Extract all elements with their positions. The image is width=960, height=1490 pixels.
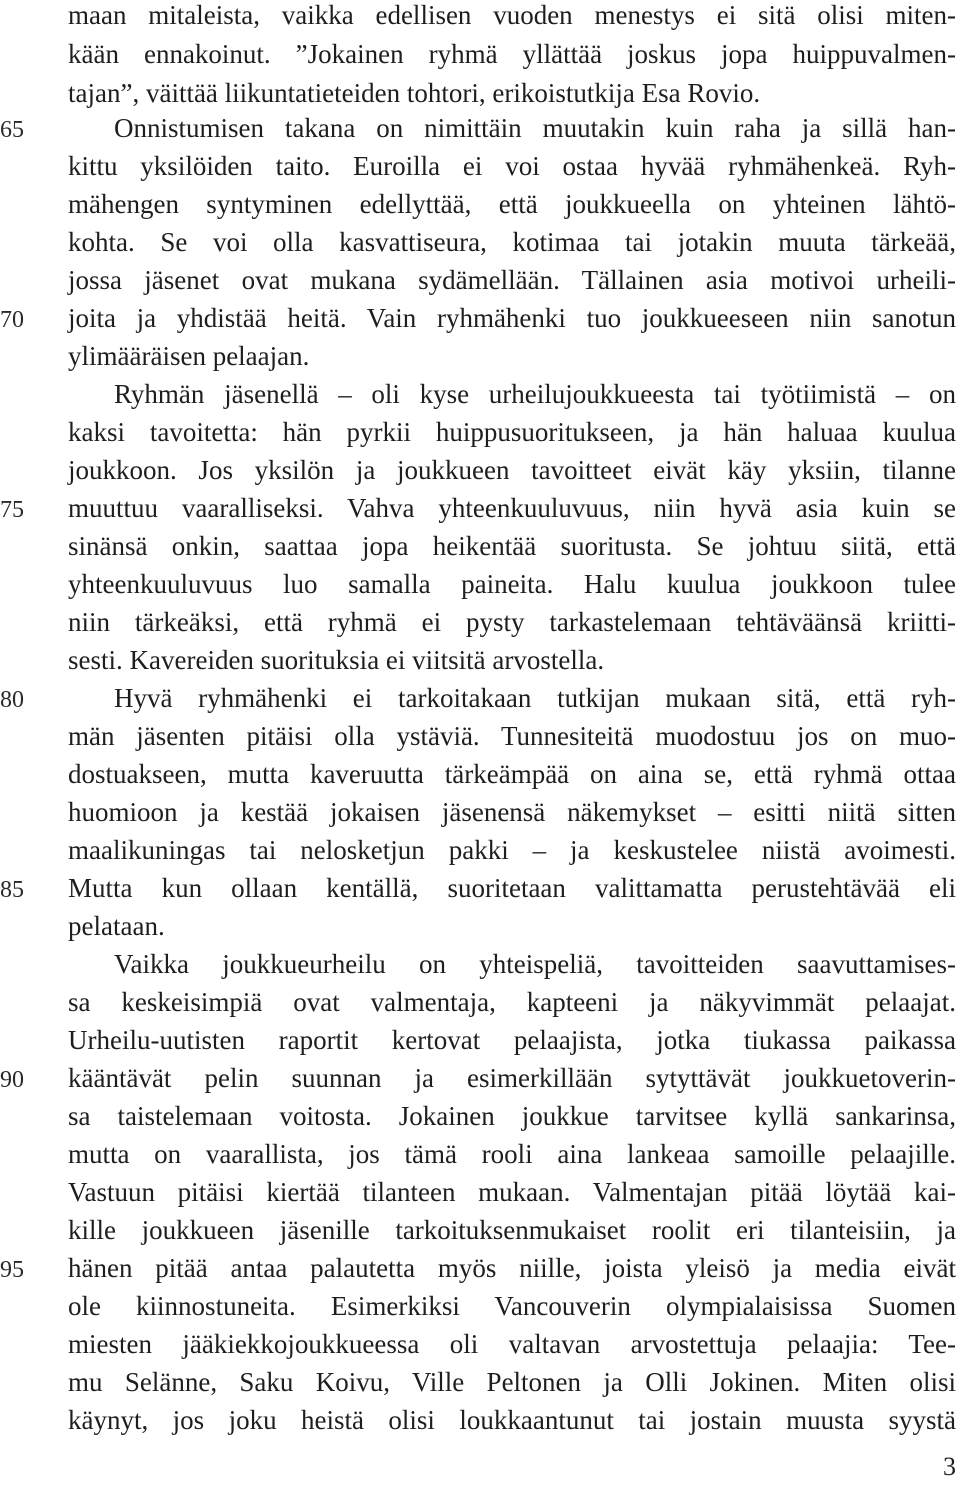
text-line: ylimääräisen pelaajan. <box>68 341 310 371</box>
text-line: sa taistelemaan voitosta. Jokainen joukkue tarvitsee kyllä sankarinsa, <box>68 1101 956 1131</box>
line-number: 80 <box>0 687 24 713</box>
text-line: mu Selänne, Saku Koivu, Ville Peltonen ja Olli Jokinen. Miten olisi <box>68 1367 956 1397</box>
text-line: jossa jäsenet ovat mukana sydämellään. Tällainen asia motivoi urheili- <box>68 265 956 295</box>
text-line: mutta on vaarallista, jos tämä rooli aina lankeaa samoille pelaajille. <box>68 1139 956 1169</box>
text-line: mähengen syntyminen edellyttää, että joukkueella on yhteinen lähtö- <box>68 189 956 219</box>
text-line: Mutta kun ollaan kentällä, suoritetaan valittamatta perustehtävää eli <box>68 873 956 903</box>
text-line: sinänsä onkin, saattaa jopa heikentää suoritusta. Se johtuu siitä, että <box>68 531 956 561</box>
text-line: yhteenkuuluvuus luo samalla paineita. Halu kuulua joukkoon tulee <box>68 569 956 599</box>
text-line: Hyvä ryhmähenki ei tarkoitakaan tutkijan mukaan sitä, että ryh- <box>114 683 956 713</box>
text-line: Ryhmän jäsenellä – oli kyse urheilujoukkueesta tai työtiimistä – on <box>114 379 956 409</box>
line-number: 75 <box>0 497 24 523</box>
text-line: kääntävät pelin suunnan ja esimerkillään sytyttävät joukkuetoverin- <box>68 1063 956 1093</box>
text-line: kään ennakoinut. ”Jokainen ryhmä yllättää joskus jopa huippuvalmen- <box>68 39 956 69</box>
text-line: kittu yksilöiden taito. Euroilla ei voi ostaa hyvää ryhmähenkeä. Ryh- <box>68 151 956 181</box>
text-line: Onnistumisen takana on nimittäin muutakin kuin raha ja sillä han- <box>114 113 956 143</box>
line-number: 85 <box>0 877 24 903</box>
text-line: Vastuun pitäisi kiertää tilanteen mukaan. Valmentajan pitää löytää kai- <box>68 1177 956 1207</box>
text-line: joita ja yhdistää heitä. Vain ryhmähenki tuo joukkueeseen niin sanotun <box>68 303 956 333</box>
text-line: joukkoon. Jos yksilön ja joukkueen tavoitteet eivät käy yksiin, tilanne <box>68 455 956 485</box>
line-number: 95 <box>0 1257 24 1283</box>
text-line: ole kiinnostuneita. Esimerkiksi Vancouverin olympialaisissa Suomen <box>68 1291 956 1321</box>
text-line: sa keskeisimpiä ovat valmentaja, kapteeni ja näkyvimmät pelaajat. <box>68 987 956 1017</box>
text-line: Vaikka joukkueurheilu on yhteispeliä, tavoitteiden saavuttamises- <box>114 949 956 979</box>
text-line: pelataan. <box>68 911 165 941</box>
text-line: maan mitaleista, vaikka edellisen vuoden menestys ei sitä olisi miten- <box>68 0 956 30</box>
text-line: miesten jääkiekkojoukkueessa oli valtavan arvostettuja pelaajia: Tee- <box>68 1329 956 1359</box>
text-line: kille joukkueen jäsenille tarkoituksenmukaiset roolit eri tilanteisiin, ja <box>68 1215 956 1245</box>
line-number: 65 <box>0 117 24 143</box>
text-line: niin tärkeäksi, että ryhmä ei pysty tarkastelemaan tehtäväänsä kriitti- <box>68 607 956 637</box>
text-line: sesti. Kavereiden suorituksia ei viitsitä arvostella. <box>68 645 605 675</box>
text-line: män jäsenten pitäisi olla ystäviä. Tunnesiteitä muodostuu jos on muo- <box>68 721 956 751</box>
text-line: maalikuningas tai nelosketjun pakki – ja keskustelee niistä avoimesti. <box>68 835 956 865</box>
text-line: huomioon ja kestää jokaisen jäsenensä näkemykset – esitti niitä sitten <box>68 797 956 827</box>
text-line: Urheilu-uutisten raportit kertovat pelaajista, jotka tiukassa paikassa <box>68 1025 956 1055</box>
line-number: 70 <box>0 307 24 333</box>
line-number: 90 <box>0 1067 24 1093</box>
text-line: kohta. Se voi olla kasvattiseura, kotimaa tai jotakin muuta tärkeää, <box>68 227 956 257</box>
text-line: muuttuu vaaralliseksi. Vahva yhteenkuuluvuus, niin hyvä asia kuin se <box>68 493 956 523</box>
text-line: kaksi tavoitetta: hän pyrkii huippusuoritukseen, ja hän haluaa kuulua <box>68 417 956 447</box>
page-number: 3 <box>943 1452 956 1481</box>
text-line: käynyt, jos joku heistä olisi loukkaantunut tai jostain muusta syystä <box>68 1405 956 1435</box>
text-line: tajan”, väittää liikuntatieteiden tohtori, erikoistutkija Esa Rovio. <box>68 78 761 108</box>
text-line: dostuakseen, mutta kaveruutta tärkeämpää on aina se, että ryhmä ottaa <box>68 759 956 789</box>
text-line: hänen pitää antaa palautetta myös niille, joista yleisö ja media eivät <box>68 1253 956 1283</box>
